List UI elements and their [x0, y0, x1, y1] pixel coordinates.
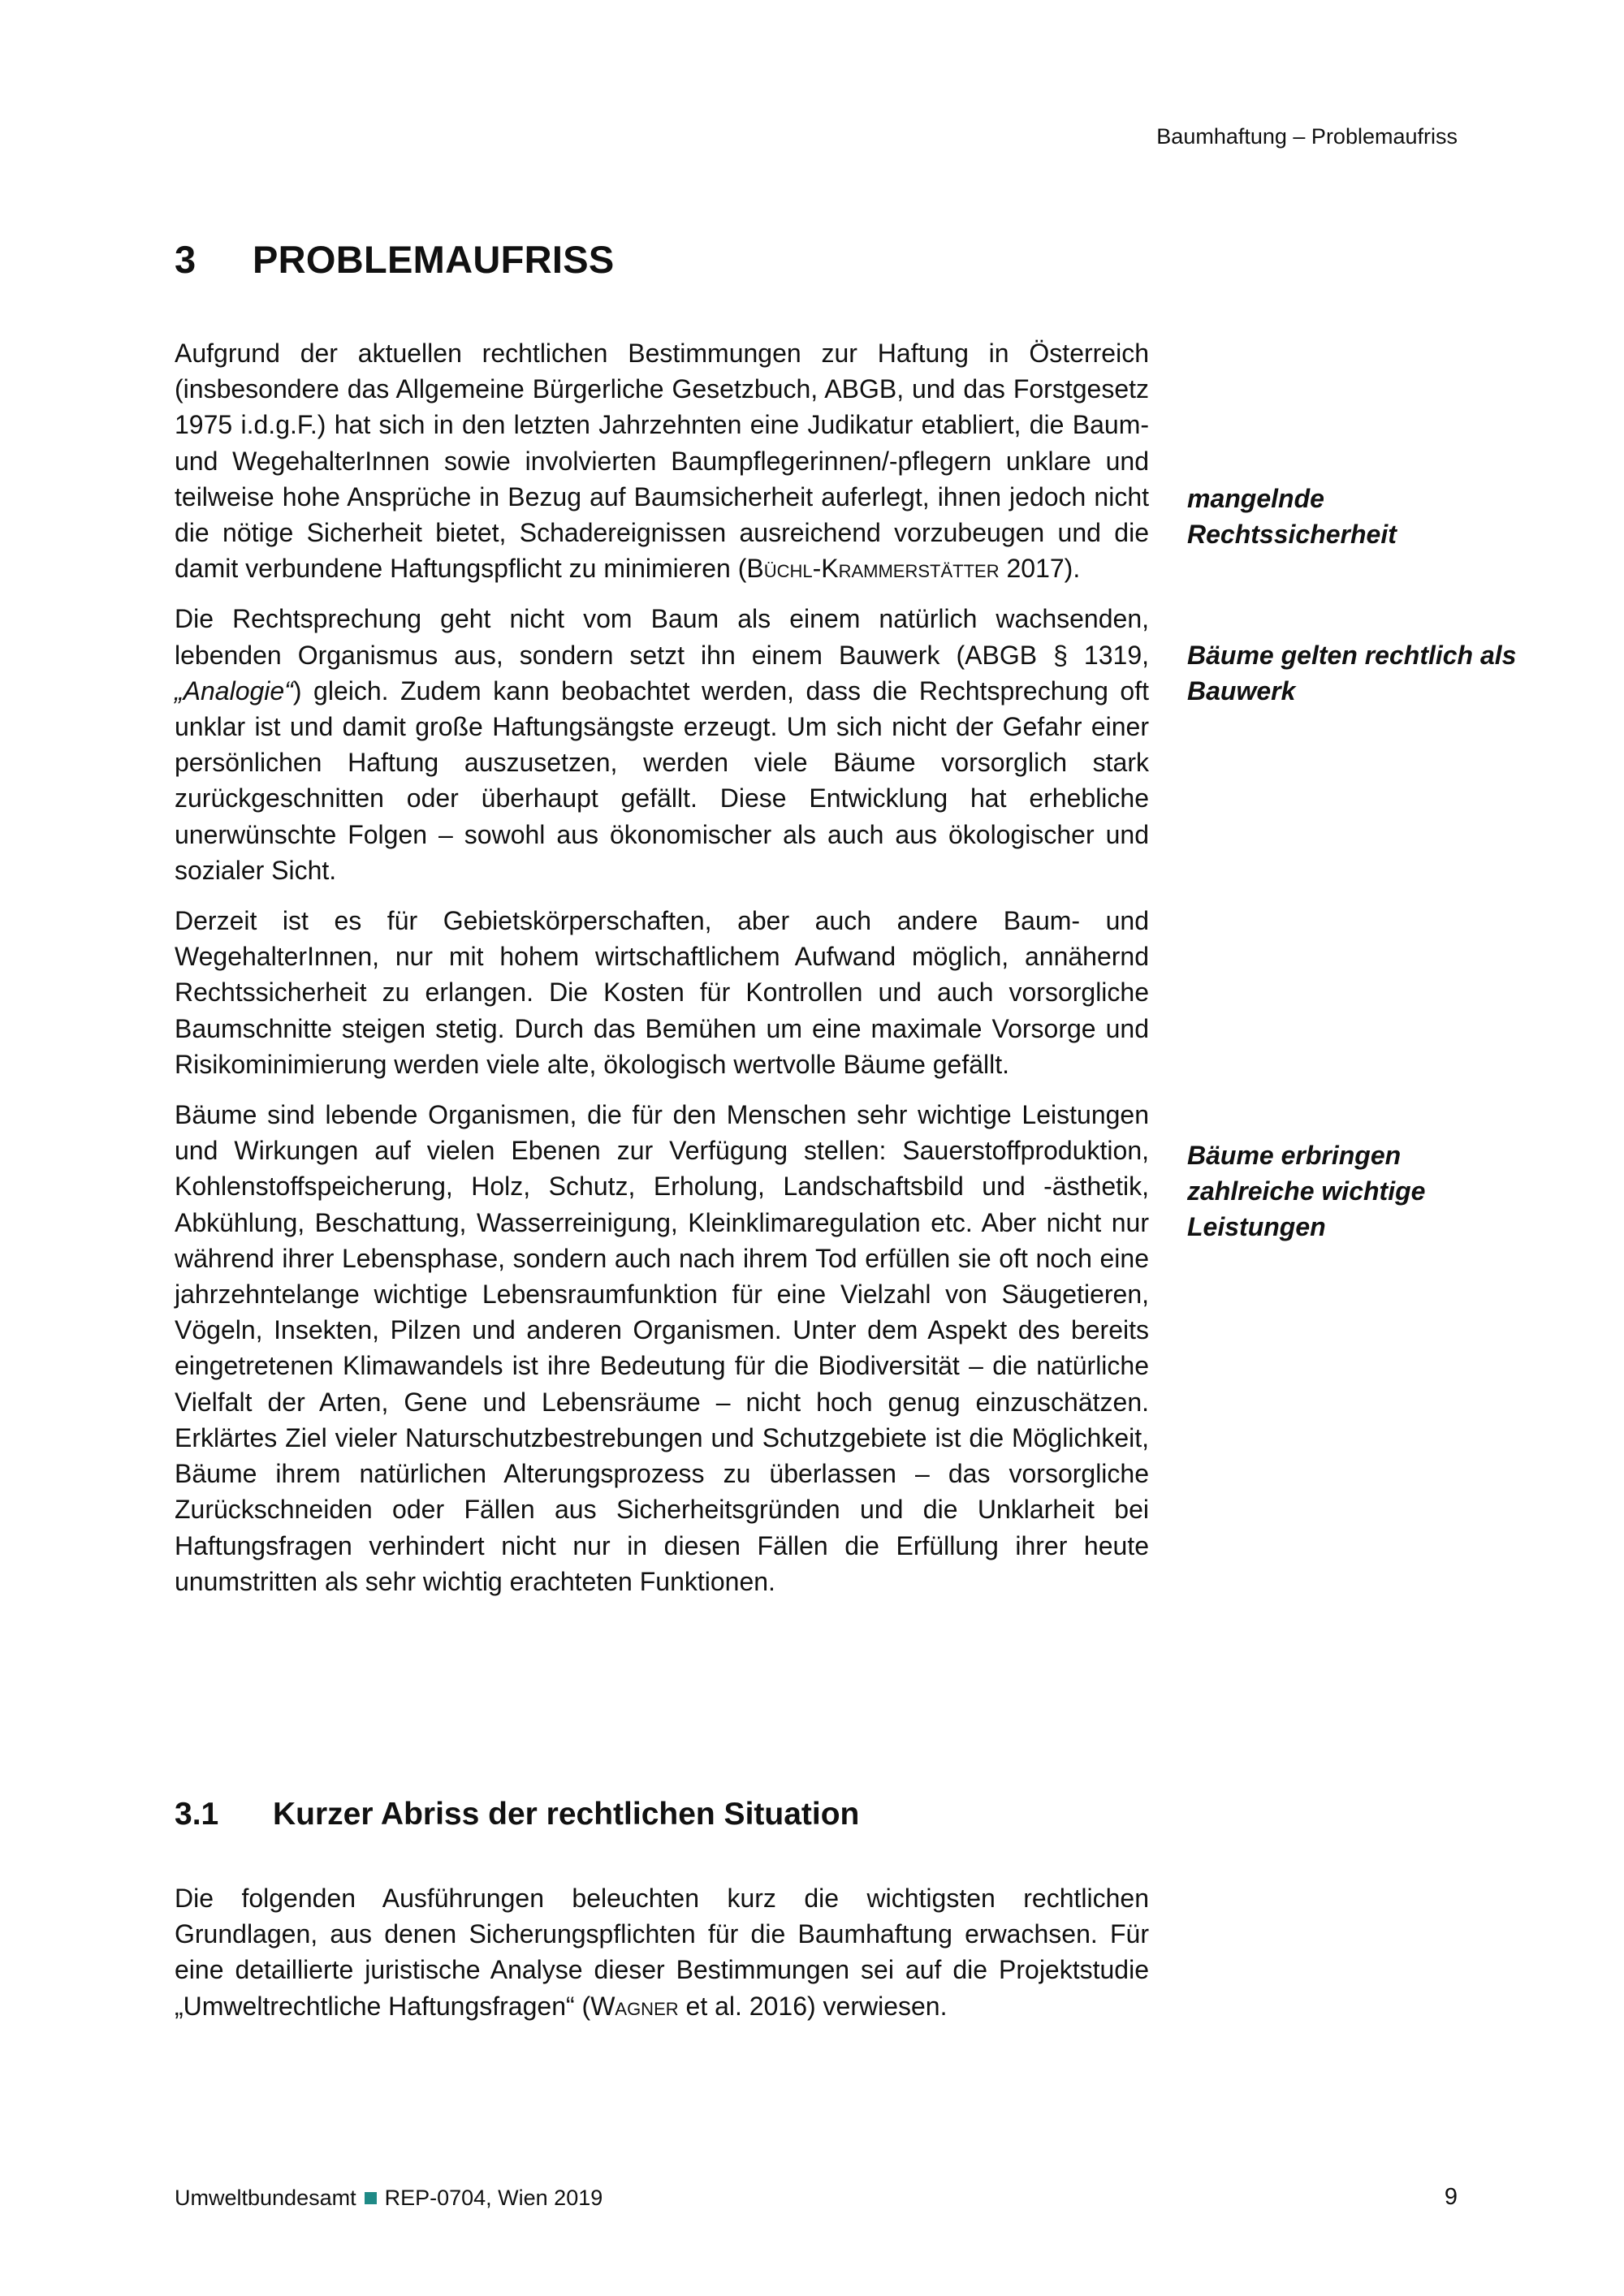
- paragraph-2-text: Die Rechtsprechung geht nicht vom Baum als einem natürlich wachsenden, lebenden Organismus aus, sondern setzt ihn einem Bauwerk (ABGB § 1319,: [175, 604, 1149, 670]
- subsection-title: Kurzer Abriss der rechtlichen Situation: [273, 1797, 860, 1832]
- section-body: [175, 335, 1149, 1614]
- footer-square-icon: [365, 2192, 377, 2204]
- paragraph-2-text-cont: ) gleich. Zudem kann beobachtet werden, dass die Rechtsprechung oft unklar ist und damit große Haftungsängste erzeugt. Um sich nicht der Gefahr einer persönlichen Haftung auszusetzen, werden viele Bäume vorsorglich stark zurückgeschnitten oder überhaupt gefällt. Diese Entwicklung hat erhebliche unerwünschte Folgen – sowohl aus ökonomischer als auch aus ökologischer und sozialer Sicht.: [175, 675, 1149, 885]
- paragraph-3: Derzeit ist es für Gebietskörperschaften, aber auch andere Baum- und WegehalterInnen, nur mit hohem wirtschaftlichem Aufwand möglich, annähernd Rechtssicherheit zu erlangen. Die Kosten für Kontrollen und auch vorsorgliche Baumschnitte steigen stetig. Durch das Bemühen um eine maximale Vorsorge und Risikominimierung werden viele alte, ökologisch wertvolle Bäume gefällt.: [175, 906, 1149, 1079]
- section-title: PROBLEMAUFRISS: [253, 238, 615, 281]
- section-number: 3: [175, 238, 197, 281]
- paragraph-1: [175, 335, 1149, 586]
- citation-author: Büchl-Krammerstätter: [746, 554, 1000, 584]
- subsection-paragraph-citation: et al. 2016) verwiesen.: [678, 1991, 948, 2021]
- footer: [175, 2186, 603, 2211]
- paragraph-2: [175, 601, 1149, 888]
- page-number: 9: [1444, 2184, 1458, 2210]
- subsection-body: [175, 1880, 1149, 2039]
- footer-publisher: Umweltbundesamt: [175, 2186, 356, 2210]
- subsection-number: 3.1: [175, 1797, 219, 1832]
- subsection-heading: [175, 1797, 859, 1832]
- paragraph-1-text: Aufgrund der aktuellen rechtlichen Bestimmungen zur Haftung in Österreich (insbesondere das Allgemeine Bürgerliche Gesetzbuch, ABGB, und das Forstgesetz 1975 i.d.g.F.) hat sich in den letzten Jahrzehnten eine Judikatur etabliert, die Baum- und WegehalterInnen sowie involvierten Baumpflegerinnen/-pflegern unklare und teilweise hohe Ansprüche in Bezug auf Baumsicherheit auferlegt, ihnen jedoch nicht die nötige Sicherheit bietet, Schadereignissen ausreichend vorzubeugen und die damit verbundene Haftungspflicht zu minimieren (: [175, 339, 1149, 584]
- section-heading: [175, 237, 615, 282]
- running-header: Baumhaftung – Problemaufriss: [1156, 124, 1458, 149]
- margin-note-bauwerk: Bäume gelten rechtlich als Bauwerk: [1187, 641, 1517, 706]
- paragraph-4: Bäume sind lebende Organismen, die für den Menschen sehr wichtige Leistungen und Wirkungen auf vielen Ebenen zur Verfügung stellen: Sauerstoffproduktion, Kohlenstoffspeicherung, Holz, Schutz, Erholung, Landschaftsbild und -ästhetik, Abkühlung, Beschattung, Wasserreinigung, Kleinklimaregulation etc. Aber nicht nur während ihrer Lebensphase, sondern auch nach ihrem Tod erfüllen sie oft noch eine jahrzehntelange wichtige Lebensraumfunktion für eine Vielzahl von Säugetieren, Vögeln, Insekten, Pilzen und anderen Organismen. Unter dem Aspekt des bereits eingetretenen Klimawandels ist ihre Bedeutung für die Biodiversität – die natürliche Vielfalt der Arten, Gene und Lebensräume – nicht hoch genug einzuschätzen. Erklärtes Ziel vieler Naturschutzbestrebungen und Schutzgebiete ist die Möglichkeit, Bäume ihrem natürlichen Alterungsprozess zu überlassen – das vorsorgliche Zurückschneiden oder Fällen aus Sicherheitsgründen und die Unklarheit bei Haftungsfragen verhindert nicht nur in diesen Fällen die Erfüllung ihrer heute unumstritten als sehr wichtig erachteten Funktionen.: [175, 1100, 1149, 1596]
- paragraph-1-citation-year: 2017).: [999, 554, 1081, 584]
- citation-author-wagner: Wagner: [590, 1991, 679, 2021]
- subsection-paragraph-text: Die folgenden Ausführungen beleuchten kurz die wichtigsten rechtlichen Grundlagen, aus denen Sicherungspflichten für die Baumhaftung erwachsen. Für eine detaillierte juristische Analyse dieser Bestimmungen sei auf die Projektstudie „Umweltrechtliche Haftungsfragen“ (: [175, 1884, 1149, 2021]
- margin-note-rechtssicherheit: mangelnde Rechtssicherheit: [1187, 484, 1397, 549]
- subsection-paragraph: [175, 1880, 1149, 2024]
- margin-note-leistungen: Bäume erbringen zahlreiche wichtige Leistungen: [1187, 1141, 1426, 1241]
- analogie-italic: „Analogie“: [175, 675, 293, 706]
- footer-report: REP-0704, Wien 2019: [384, 2186, 603, 2210]
